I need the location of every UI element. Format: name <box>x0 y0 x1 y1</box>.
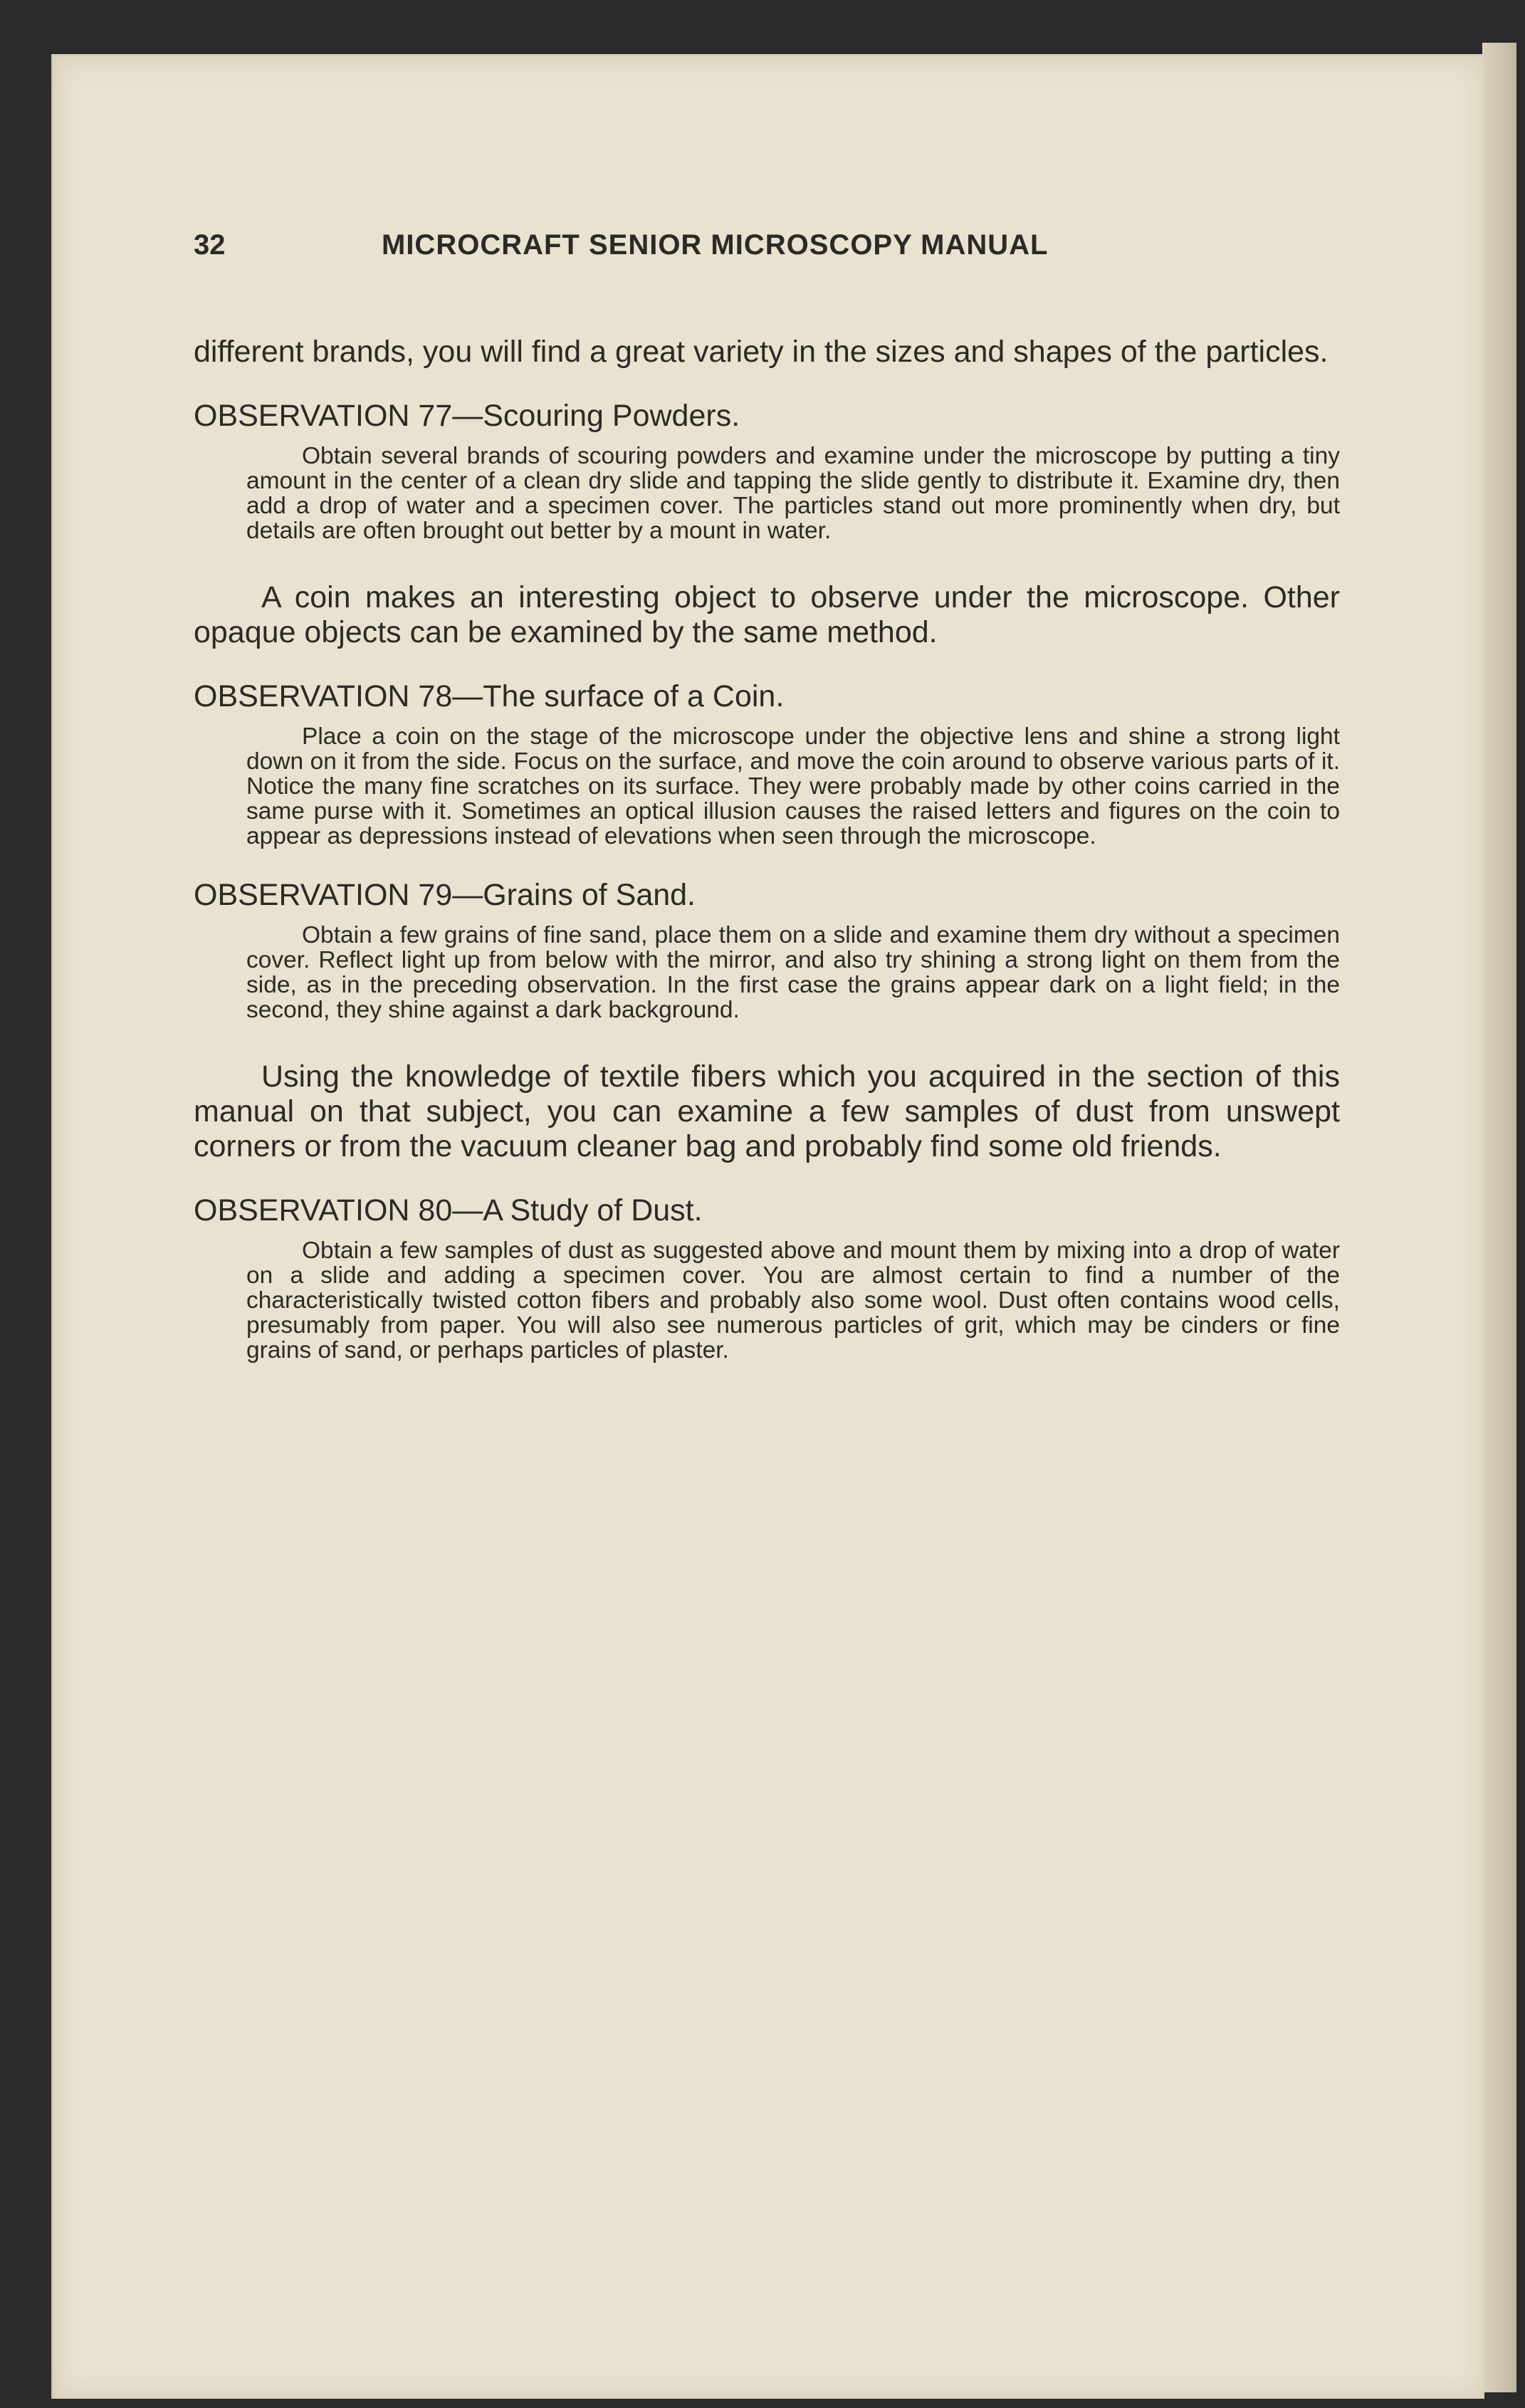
page-edge-strip <box>1482 43 1516 2392</box>
intro-paragraph: different brands, you will find a great variety in the sizes and shapes of the particles. <box>194 335 1329 369</box>
page-content <box>194 335 1340 1363</box>
observation-80-title: OBSERVATION 80—A Study of Dust. <box>194 1193 703 1227</box>
coin-intro-paragraph: A coin makes an interesting object to observe under the microscope. Other opaque objects can be examined by the same method. <box>194 580 1340 649</box>
running-title: MICROCRAFT SENIOR MICROSCOPY MANUAL <box>382 229 1049 261</box>
observation-77-title: OBSERVATION 77—Scouring Powders. <box>194 399 740 433</box>
observation-78-body: Place a coin on the stage of the microscope under the objective lens and shine a strong light down on it from the side. Focus on the surface, and move the coin around to observe various parts of it. Notice the many fine scratches on its surface. They were probably made by other coins carried in the same purse with it. Sometimes an optical illusion causes the raised letters and figures on the coin to appear as depressions instead of elevations when seen through the microscope. <box>246 723 1340 849</box>
observation-80-body: Obtain a few samples of dust as suggested above and mount them by mixing into a drop of water on a slide and adding a specimen cover. You are almost certain to find a number of the characteristically twisted cotton fibers and probably also some wool. Dust often contains wood cells, presumably from paper. You will also see numerous particles of grit, which may be cinders or fine grains of sand, or perhaps particles of plaster. <box>246 1237 1340 1363</box>
observation-78-title: OBSERVATION 78—The surface of a Coin. <box>194 679 785 713</box>
page-header <box>194 229 1340 272</box>
observation-77-body: Obtain several brands of scouring powders and examine under the microscope by putting a tiny amount in the center of a clean dry slide and tapping the slide gently to distribute it. Examine dry, then add a drop of water and a specimen cover. The particles stand out more prominently when dry, but details are often brought out better by a mount in water. <box>246 443 1340 544</box>
observation-79-title: OBSERVATION 79—Grains of Sand. <box>194 878 696 912</box>
observation-79-body: Obtain a few grains of fine sand, place them on a slide and examine them dry without a specimen cover. Reflect light up from below with the mirror, and also try shining a strong light on them from the side, as in the preceding observation. In the first case the grains appear dark on a light field; in the second, they shine against a dark background. <box>246 922 1340 1023</box>
page-number: 32 <box>194 229 226 261</box>
dust-intro-paragraph: Using the knowledge of textile fibers which you acquired in the section of this manual on that subject, you can examine a few samples of dust from unswept corners or from the vacuum cleaner bag and probably find some old friends. <box>194 1059 1340 1163</box>
